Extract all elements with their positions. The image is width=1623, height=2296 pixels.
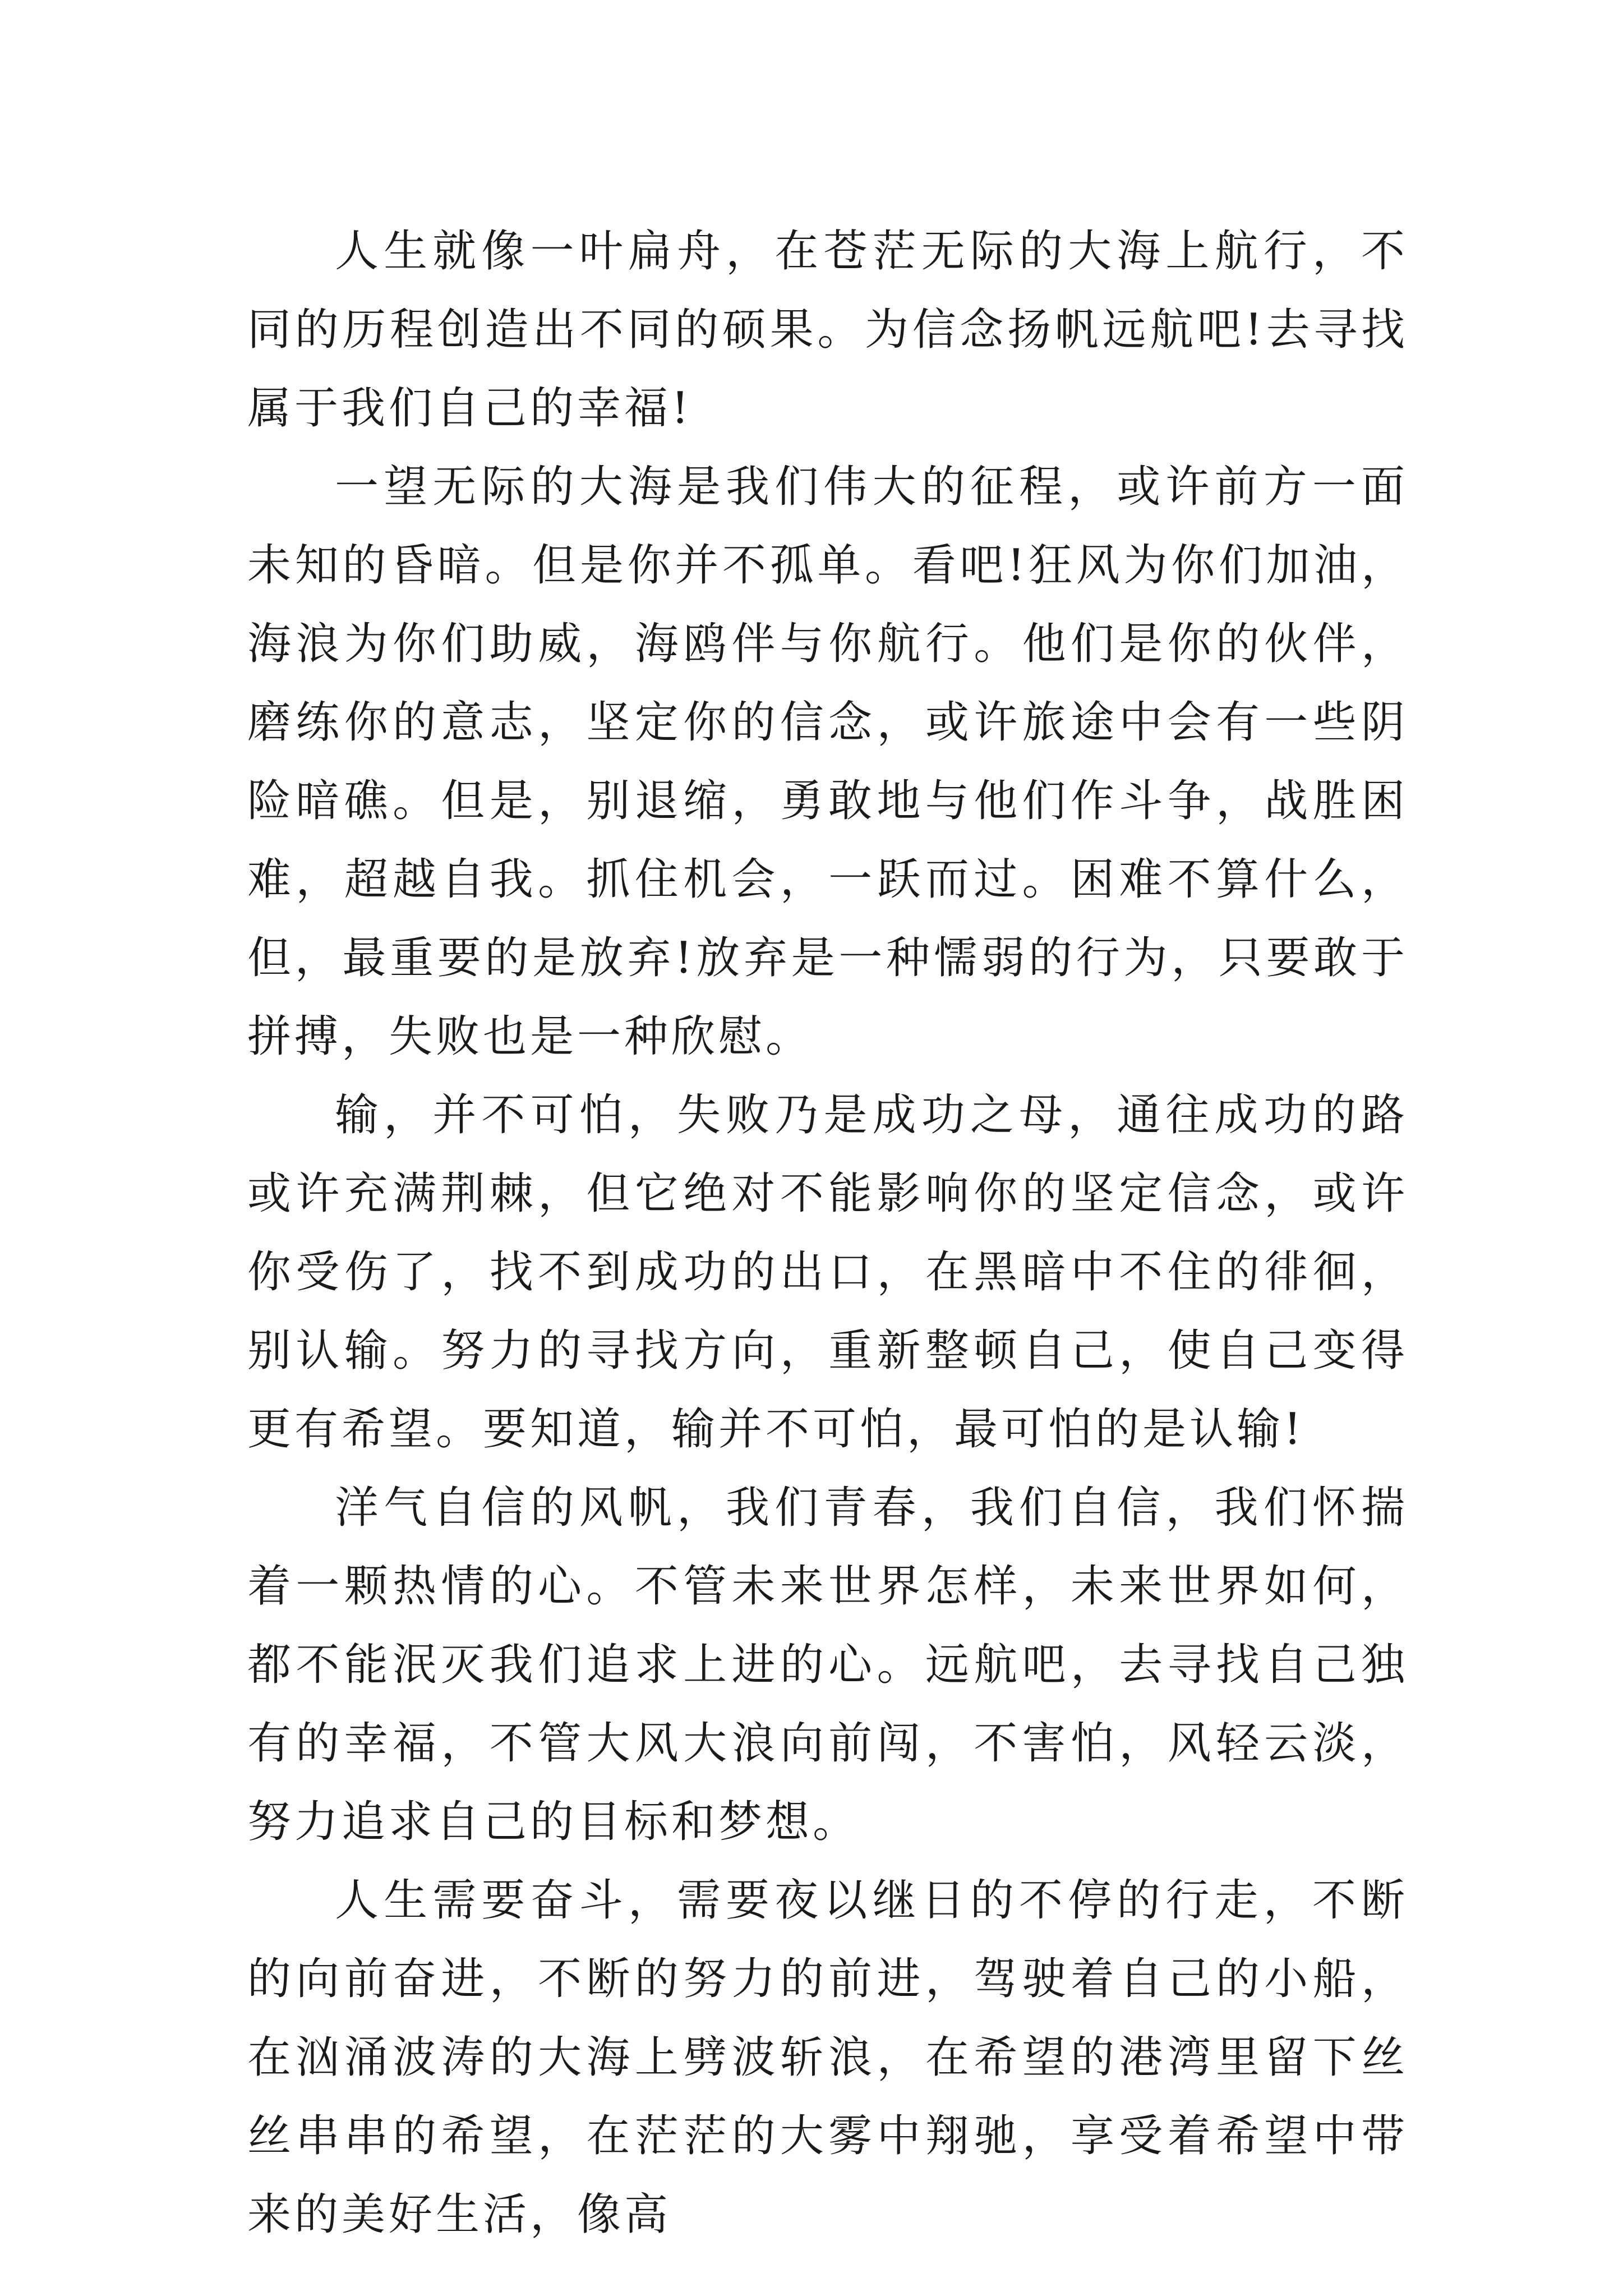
document-body [247, 212, 1408, 2254]
paragraph-4: 洋气自信的风帆，我们青春，我们自信，我们怀揣着一颗热情的心。不管未来世界怎样，未来世界如何，都不能泯灭我们追求上进的心。远航吧，去寻找自己独有的幸福，不管大风大浪向前闯，不害怕，风轻云淡，努力追求自己的目标和梦想。 [247, 1483, 1408, 1847]
paragraph-1: 人生就像一叶扁舟，在苍茫无际的大海上航行，不同的历程创造出不同的硕果。为信念扬帆远航吧!去寻找属于我们自己的幸福! [247, 226, 1408, 434]
paragraph-5: 人生需要奋斗，需要夜以继日的不停的行走，不断的向前奋进，不断的努力的前进，驾驶着自己的小船，在汹涌波涛的大海上劈波斩浪，在希望的港湾里留下丝丝串串的希望，在茫茫的大雾中翔驰，享受着希望中带来的美好生活，像高 [247, 1875, 1408, 2240]
paragraph-2: 一望无际的大海是我们伟大的征程，或许前方一面未知的昏暗。但是你并不孤单。看吧!狂风为你们加油，海浪为你们助威，海鸥伴与你航行。他们是你的伙伴，磨练你的意志，坚定你的信念，或许旅途中会有一些阴险暗礁。但是，别退缩，勇敢地与他们作斗争，战胜困难，超越自我。抓住机会，一跃而过。困难不算什么，但，最重要的是放弃!放弃是一种懦弱的行为，只要敢于拼搏，失败也是一种欣慰。 [247, 462, 1408, 1062]
paragraph-3: 输，并不可怕，失败乃是成功之母，通往成功的路或许充满荆棘，但它绝对不能影响你的坚定信念，或许你受伤了，找不到成功的出口，在黑暗中不住的徘徊，别认输。努力的寻找方向，重新整顿自己，使自己变得更有希望。要知道，输并不可怕，最可怕的是认输! [247, 1090, 1408, 1455]
